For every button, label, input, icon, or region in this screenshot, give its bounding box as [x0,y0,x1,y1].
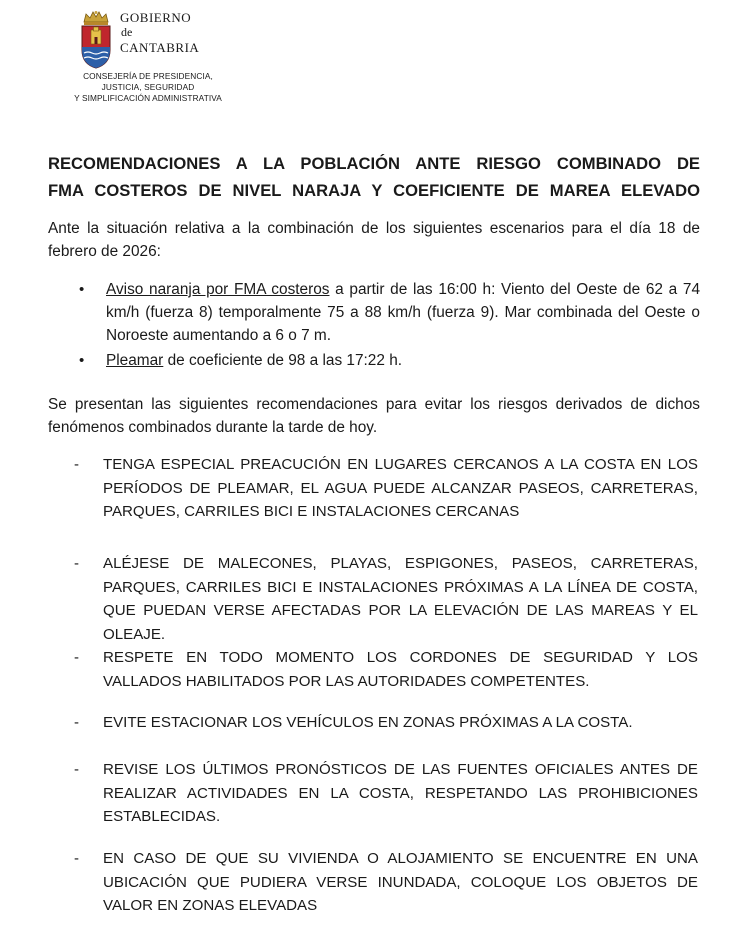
bullet-icon: • [79,281,85,298]
title-line: RECOMENDACIONES A LA POBLACIÓN ANTE RIESGO COMBINADO DE [48,154,700,173]
letterhead [0,0,744,110]
bullet-icon: • [79,352,85,369]
recommendation-text: REVISE LOS ÚLTIMOS PRONÓSTICOS DE LAS FUENTES OFICIALES ANTES DE REALIZAR ACTIVIDADES EN LA COSTA, RESPETANDO LAS PROHIBICIONES ESTABLECIDAS. [103,761,698,825]
scenario-text: de coeficiente de 98 a las 17:22 h. [163,352,403,369]
coat-of-arms-icon [78,10,114,70]
scenario-item [48,349,700,372]
dash-marker: - [74,850,79,867]
org-name-line2: de [121,25,133,39]
intro-paragraph: Ante la situación relativa a la combinación de los siguientes escenarios para el día 18 de febrero de 2026: [48,220,700,260]
department-line: JUSTICIA, SEGURIDAD [101,82,195,92]
department-name [58,71,238,104]
scenario-item [48,278,700,347]
document-title [48,150,700,204]
dash-marker: - [74,761,79,778]
recommendation-text: EVITE ESTACIONAR LOS VEHÍCULOS EN ZONAS PRÓXIMAS A LA COSTA. [103,714,633,731]
dash-marker: - [74,649,79,666]
recommendation-text: RESPETE EN TODO MOMENTO LOS CORDONES DE SEGURIDAD Y LOS VALLADOS HABILITADOS POR LAS AUTORIDADES COMPETENTES. [103,649,698,690]
dash-marker: - [74,714,79,731]
title-line: FMA COSTEROS DE NIVEL NARAJA Y COEFICIENTE DE MAREA ELEVADO [48,181,700,200]
dash-marker: - [74,555,79,572]
scenario-heading: Aviso naranja por FMA costeros [106,281,330,298]
dash-marker: - [74,456,79,473]
department-line: Y SIMPLIFICACIÓN ADMINISTRATIVA [74,93,222,103]
recommendation-text: TENGA ESPECIAL PREACUCIÓN EN LUGARES CERCANOS A LA COSTA EN LOS PERÍODOS DE PLEAMAR, EL AGUA PUEDE ALCANZAR PASEOS, CARRETERAS, PARQUES, CARRILES BICI E INSTALACIONES CERCANAS [103,456,698,520]
department-line: CONSEJERÍA DE PRESIDENCIA, [83,71,213,81]
recommendation-text: ALÉJESE DE MALECONES, PLAYAS, ESPIGONES, PASEOS, CARRETERAS, PARQUES, CARRILES BICI E INSTALACIONES PRÓXIMAS A LA LÍNEA DE COSTA, QUE PUEDAN VERSE AFECTADAS POR LA ELEVACIÓN DE LAS MAREAS Y EL OLEAJE. [103,555,698,643]
scenario-list [48,278,700,374]
recommendation-text: EN CASO DE QUE SU VIVIENDA O ALOJAMIENTO SE ENCUENTRE EN UNA UBICACIÓN QUE PUDIERA VERSE INUNDADA, COLOQUE LOS OBJETOS DE VALOR EN ZONAS ELEVADAS [103,850,698,914]
org-name-line1: GOBIERNO [120,10,192,25]
scenario-text: a partir de las 16:00 h: Viento del Oeste de 62 a 74 km/h (fuerza 8) temporalmente 75 a 88 km/h (fuerza 9). Mar combinada del Oeste o Noroeste aumentando a 6 o 7 m. [106,281,700,344]
recommendations-intro: Se presentan las siguientes recomendaciones para evitar los riesgos derivados de dichos fenómenos combinados durante la tarde de hoy. [48,396,700,436]
org-name-line3: CANTABRIA [120,40,200,55]
scenario-heading: Pleamar [106,352,164,369]
